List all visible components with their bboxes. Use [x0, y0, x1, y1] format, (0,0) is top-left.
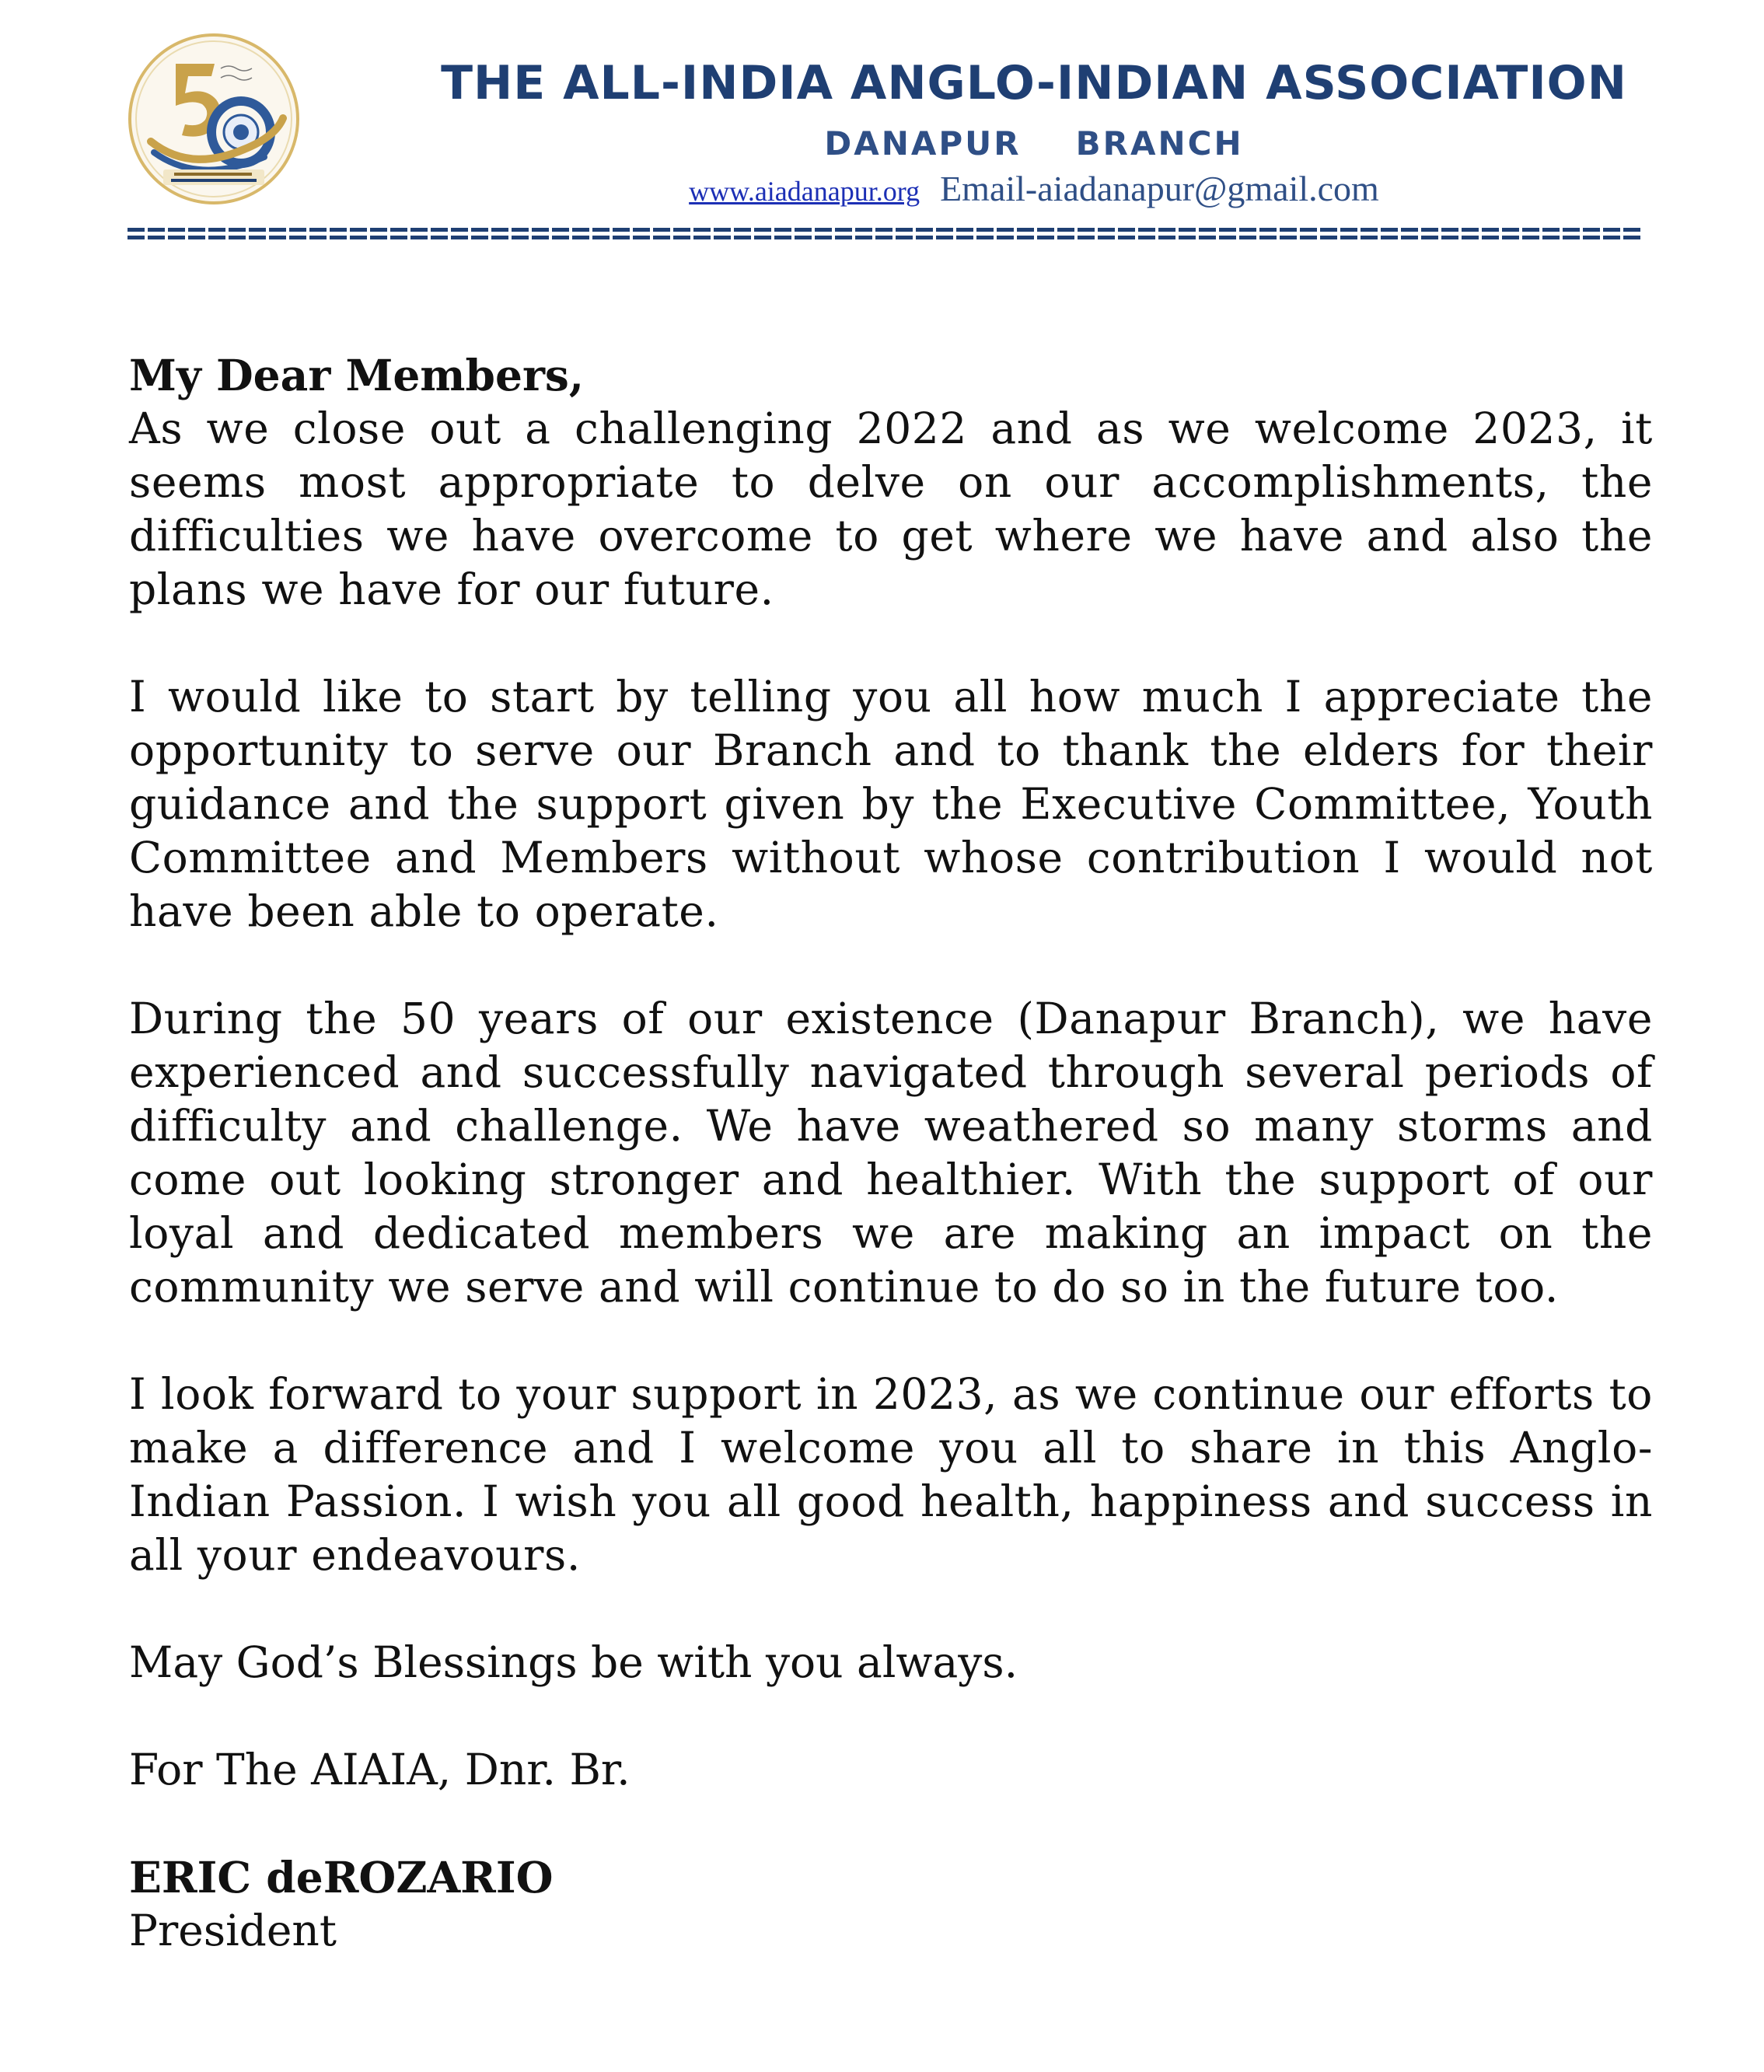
letter-paragraph: I would like to start by telling you all how much I appreciate the opportunity to serve our Branch and to thank the elders for their guidance and the support given by the Executive Committee, Youth Committee and Members without whose contribution I would not have been able to operate. — [129, 672, 1653, 936]
branch-name-part: DANAPUR — [824, 124, 1022, 162]
closing-line: For The AIAIA, Dnr. Br. — [129, 1745, 630, 1794]
organization-name: THE ALL-INDIA ANGLO-INDIAN ASSOCIATION — [441, 56, 1627, 110]
50th-anniversary-emblem-icon — [127, 33, 300, 205]
email-address: Email-aiadanapur@gmail.com — [940, 169, 1379, 208]
blessing-line: May God’s Blessings be with you always. — [129, 1637, 1018, 1687]
letter-paragraph: I look forward to your support in 2023, as we continue our efforts to make a difference and I welcome you all to share in this Anglo-Indian Passion. I wish you all good health, happiness and success in all your endeavours. — [129, 1369, 1653, 1580]
signatory-name: ERIC deROZARIO — [129, 1852, 554, 1903]
letter-paragraph: As we close out a challenging 2022 and as we welcome 2023, it seems most appropriate to delve on our accomplishments, the difficulties we have overcome to get where we have and also the plans we have for our future. — [129, 404, 1653, 614]
divider-line — [127, 228, 1643, 232]
contact-line — [373, 168, 1695, 209]
letterhead — [0, 0, 1764, 264]
website-link[interactable]: www.aiadanapur.org — [689, 176, 920, 207]
salutation: My Dear Members, — [129, 350, 585, 400]
branch-name-part: BRANCH — [1075, 124, 1244, 162]
letter-paragraph: During the 50 years of our existence (Danapur Branch), we have experienced and successfully navigated through several periods of difficulty and challenge. We have weathered so many storms and come out looking stronger and healthier. With the support of our loyal and dedicated members we are making an impact on the community we serve and will continue to do so in the future too. — [129, 994, 1653, 1312]
letter-body — [129, 348, 1653, 1958]
signatory-title: President — [129, 1906, 337, 1955]
branch-name — [373, 124, 1695, 162]
header-divider — [127, 225, 1643, 243]
divider-line — [127, 236, 1643, 239]
